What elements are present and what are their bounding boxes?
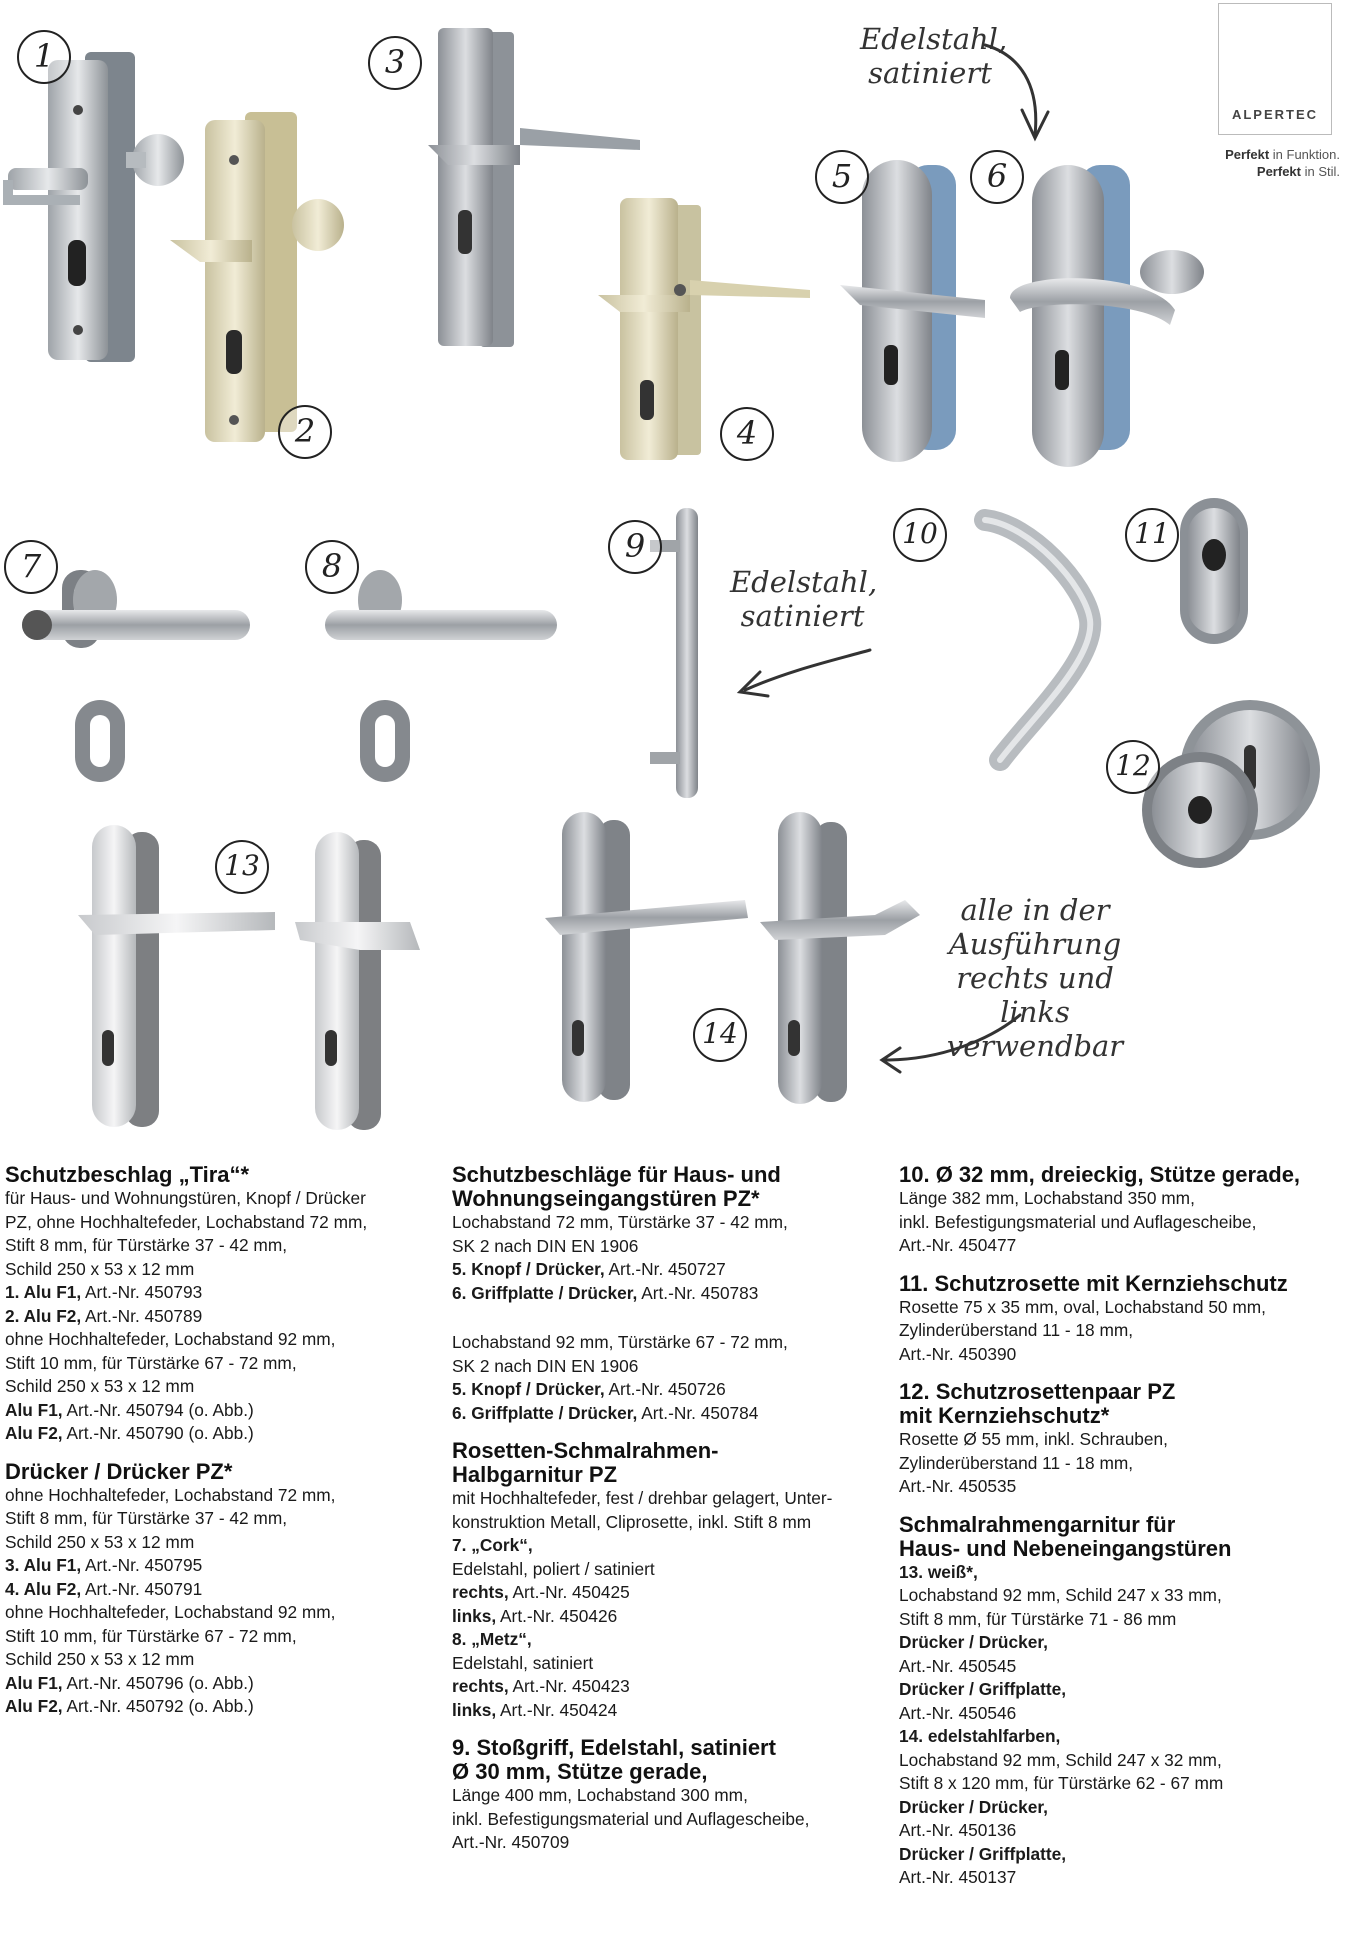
badge-4: 4 bbox=[720, 407, 774, 461]
badge-14: 14 bbox=[693, 1008, 747, 1062]
product-2-image bbox=[170, 112, 344, 442]
heading-schutzbeschlaege-1: Schutzbeschläge für Haus- und bbox=[452, 1162, 781, 1187]
badge-7: 7 bbox=[4, 540, 58, 594]
heading-12-2: mit Kernziehschutz* bbox=[899, 1403, 1110, 1428]
badge-3: 3 bbox=[368, 36, 422, 90]
product-5-image bbox=[840, 160, 985, 462]
annotation-edelstahl-top: Edelstahl, satiniert bbox=[860, 22, 1008, 90]
heading-schmalrahmen-1: Schmalrahmengarnitur für bbox=[899, 1511, 1176, 1537]
product-10-image bbox=[985, 520, 1090, 760]
badge-13: 13 bbox=[215, 840, 269, 894]
annotation-edelstahl-mid: Edelstahl, satiniert bbox=[730, 565, 878, 633]
annotation-alle-rechts-links: alle in der Ausführung rechts und links verwendbar bbox=[946, 893, 1124, 1063]
product-14-image bbox=[545, 812, 920, 1104]
text-column-1: Schutzbeschlag „Tira“* für Haus- und Wohnungstüren, Knopf / Drücker PZ, ohne Hochhaltefeder, Lochabstand 72 mm, Stift 8 mm, für Türstärke 37 - 42 mm, Schild 250 x 53 x 12 mm 1. Alu F1, Art.-Nr. 450793 2. Alu F2, Art.-Nr. 450789 ohne Hochhaltefeder, Lochabstand 92 mm, Stift 10 mm, für Türstärke 67 - 72 mm, Schild 250 x 53 x 12 mm Alu F1, Art.-Nr. 450794 (o. Abb.) Alu F2, Art.-Nr. 450790 (o. Abb.) Drücker / Drücker PZ* ohne Hochhaltefeder, Lochabstand 72 mm, Stift 8 mm, für Türstärke 37 - 42 mm, Schild 250 x 53 x 12 mm 3. Alu F1, Art.-Nr. 450795 4. Alu F2, Art.-Nr. 450791 ohne Hochhaltefeder, Lochabstand 92 mm, Stift 10 mm, für Türstärke 67 - 72 mm, Schild 250 x 53 x 12 mm Alu F1, Art.-Nr. 450796 (o. Abb.) Alu F2, Art.-Nr. 450792 (o. Abb.) bbox=[5, 1163, 425, 1719]
heading-12-1: 12. Schutzrosettenpaar PZ bbox=[899, 1379, 1176, 1404]
badge-2: 2 bbox=[278, 405, 332, 459]
heading-10: 10. Ø 32 mm, dreieckig, Stütze gerade, bbox=[899, 1162, 1301, 1187]
badge-10: 10 bbox=[893, 508, 947, 562]
badge-8: 8 bbox=[305, 540, 359, 594]
text-column-2: Schutzbeschläge für Haus- und Wohnungseingangstüren PZ* Lochabstand 72 mm, Türstärke 37 - 42 mm, SK 2 nach DIN EN 1906 5. Knopf / Drücker, Art.-Nr. 450727 6. Griffplatte / Drücker, Art.-Nr. 450783 Lochabstand 92 mm, Türstärke 67 - 72 mm, SK 2 nach DIN EN 1906 5. Knopf / Drücker, Art.-Nr. 450726 6. Griffplatte / Drücker, Art.-Nr. 450784 Rosetten-Schmalrahmen- Halbgarnitur PZ mit Hochhaltefeder, fest / drehbar gelagert, Unter- konstruktion Metall, Cliprosette, inkl. Stift 8 mm 7. „Cork“, Edelstahl, poliert / satiniert rechts, Art.-Nr. 450425 links, Art.-Nr. 450426 8. „Metz“, Edelstahl, satiniert rechts, Art.-Nr. 450423 links, Art.-Nr. 450424 9. Stoßgriff, Edelstahl, satiniert Ø 30 mm, Stütze gerade, Länge 400 mm, Lochabstand 300 mm, inkl. Befestigungsmaterial und Auflagescheibe, Art.-Nr. 450709 bbox=[452, 1163, 872, 1855]
product-7-rosette bbox=[75, 700, 125, 782]
heading-rosetten-2: Halbgarnitur PZ bbox=[452, 1462, 618, 1487]
heading-stossgriff-1: 9. Stoßgriff, Edelstahl, satiniert bbox=[452, 1735, 776, 1760]
alpertec-logo bbox=[1218, 3, 1332, 135]
product-4-image bbox=[598, 198, 810, 460]
product-1-image bbox=[8, 52, 184, 362]
product-12-image bbox=[1142, 700, 1320, 868]
heading-stossgriff-2: Ø 30 mm, Stütze gerade, bbox=[452, 1759, 708, 1784]
logo-text: ALPERTEC bbox=[1231, 107, 1319, 122]
badge-6: 6 bbox=[970, 150, 1024, 204]
heading-rosetten-1: Rosetten-Schmalrahmen- bbox=[452, 1438, 719, 1463]
badge-12: 12 bbox=[1106, 740, 1160, 794]
heading-druecker: Drücker / Drücker PZ* bbox=[5, 1458, 233, 1484]
text-column-3: 10. Ø 32 mm, dreieckig, Stütze gerade, Länge 382 mm, Lochabstand 350 mm, inkl. Befestigungsmaterial und Auflagescheibe, Art.-Nr. 450477 11. Schutzrosette mit Kernziehschutz Rosette 75 x 35 mm, oval, Lochabstand 50 mm, Zylinderüberstand 11 - 18 mm, Art.-Nr. 450390 12. Schutzrosettenpaar PZ mit Kernziehschutz* Rosette Ø 55 mm, inkl. Schrauben, Zylinderüberstand 11 - 18 mm, Art.-Nr. 450535 Schmalrahmengarnitur für Haus- und Nebeneingangstüren 13. weiß*, Lochabstand 92 mm, Schild 247 x 33 mm, Stift 8 mm, für Türstärke 71 - 86 mm Drücker / Drücker, Art.-Nr. 450545 Drücker / Griffplatte, Art.-Nr. 450546 14. edelstahlfarben, Lochabstand 92 mm, Schild 247 x 32 mm, Stift 8 x 120 mm, für Türstärke 62 - 67 mm Drücker / Drücker, Art.-Nr. 450136 Drücker / Griffplatte, Art.-Nr. 450137 bbox=[899, 1163, 1339, 1890]
heading-tira: Schutzbeschlag „Tira“* bbox=[5, 1162, 250, 1187]
badge-11: 11 bbox=[1125, 508, 1179, 562]
product-7-lever bbox=[22, 570, 250, 640]
heading-11: 11. Schutzrosette mit Kernziehschutz bbox=[899, 1270, 1288, 1296]
product-6-image bbox=[1010, 165, 1204, 467]
badge-9: 9 bbox=[608, 520, 662, 574]
product-11-image bbox=[1180, 498, 1248, 644]
badge-1: 1 bbox=[17, 30, 71, 84]
brand-slogan: Perfekt in Funktion. Perfekt in Stil. bbox=[1225, 147, 1340, 179]
heading-schmalrahmen-2: Haus- und Nebeneingangstüren bbox=[899, 1535, 1232, 1561]
product-8-image bbox=[325, 570, 557, 782]
heading-schutzbeschlaege-2: Wohnungseingangstüren PZ* bbox=[452, 1186, 760, 1211]
badge-5: 5 bbox=[815, 150, 869, 204]
